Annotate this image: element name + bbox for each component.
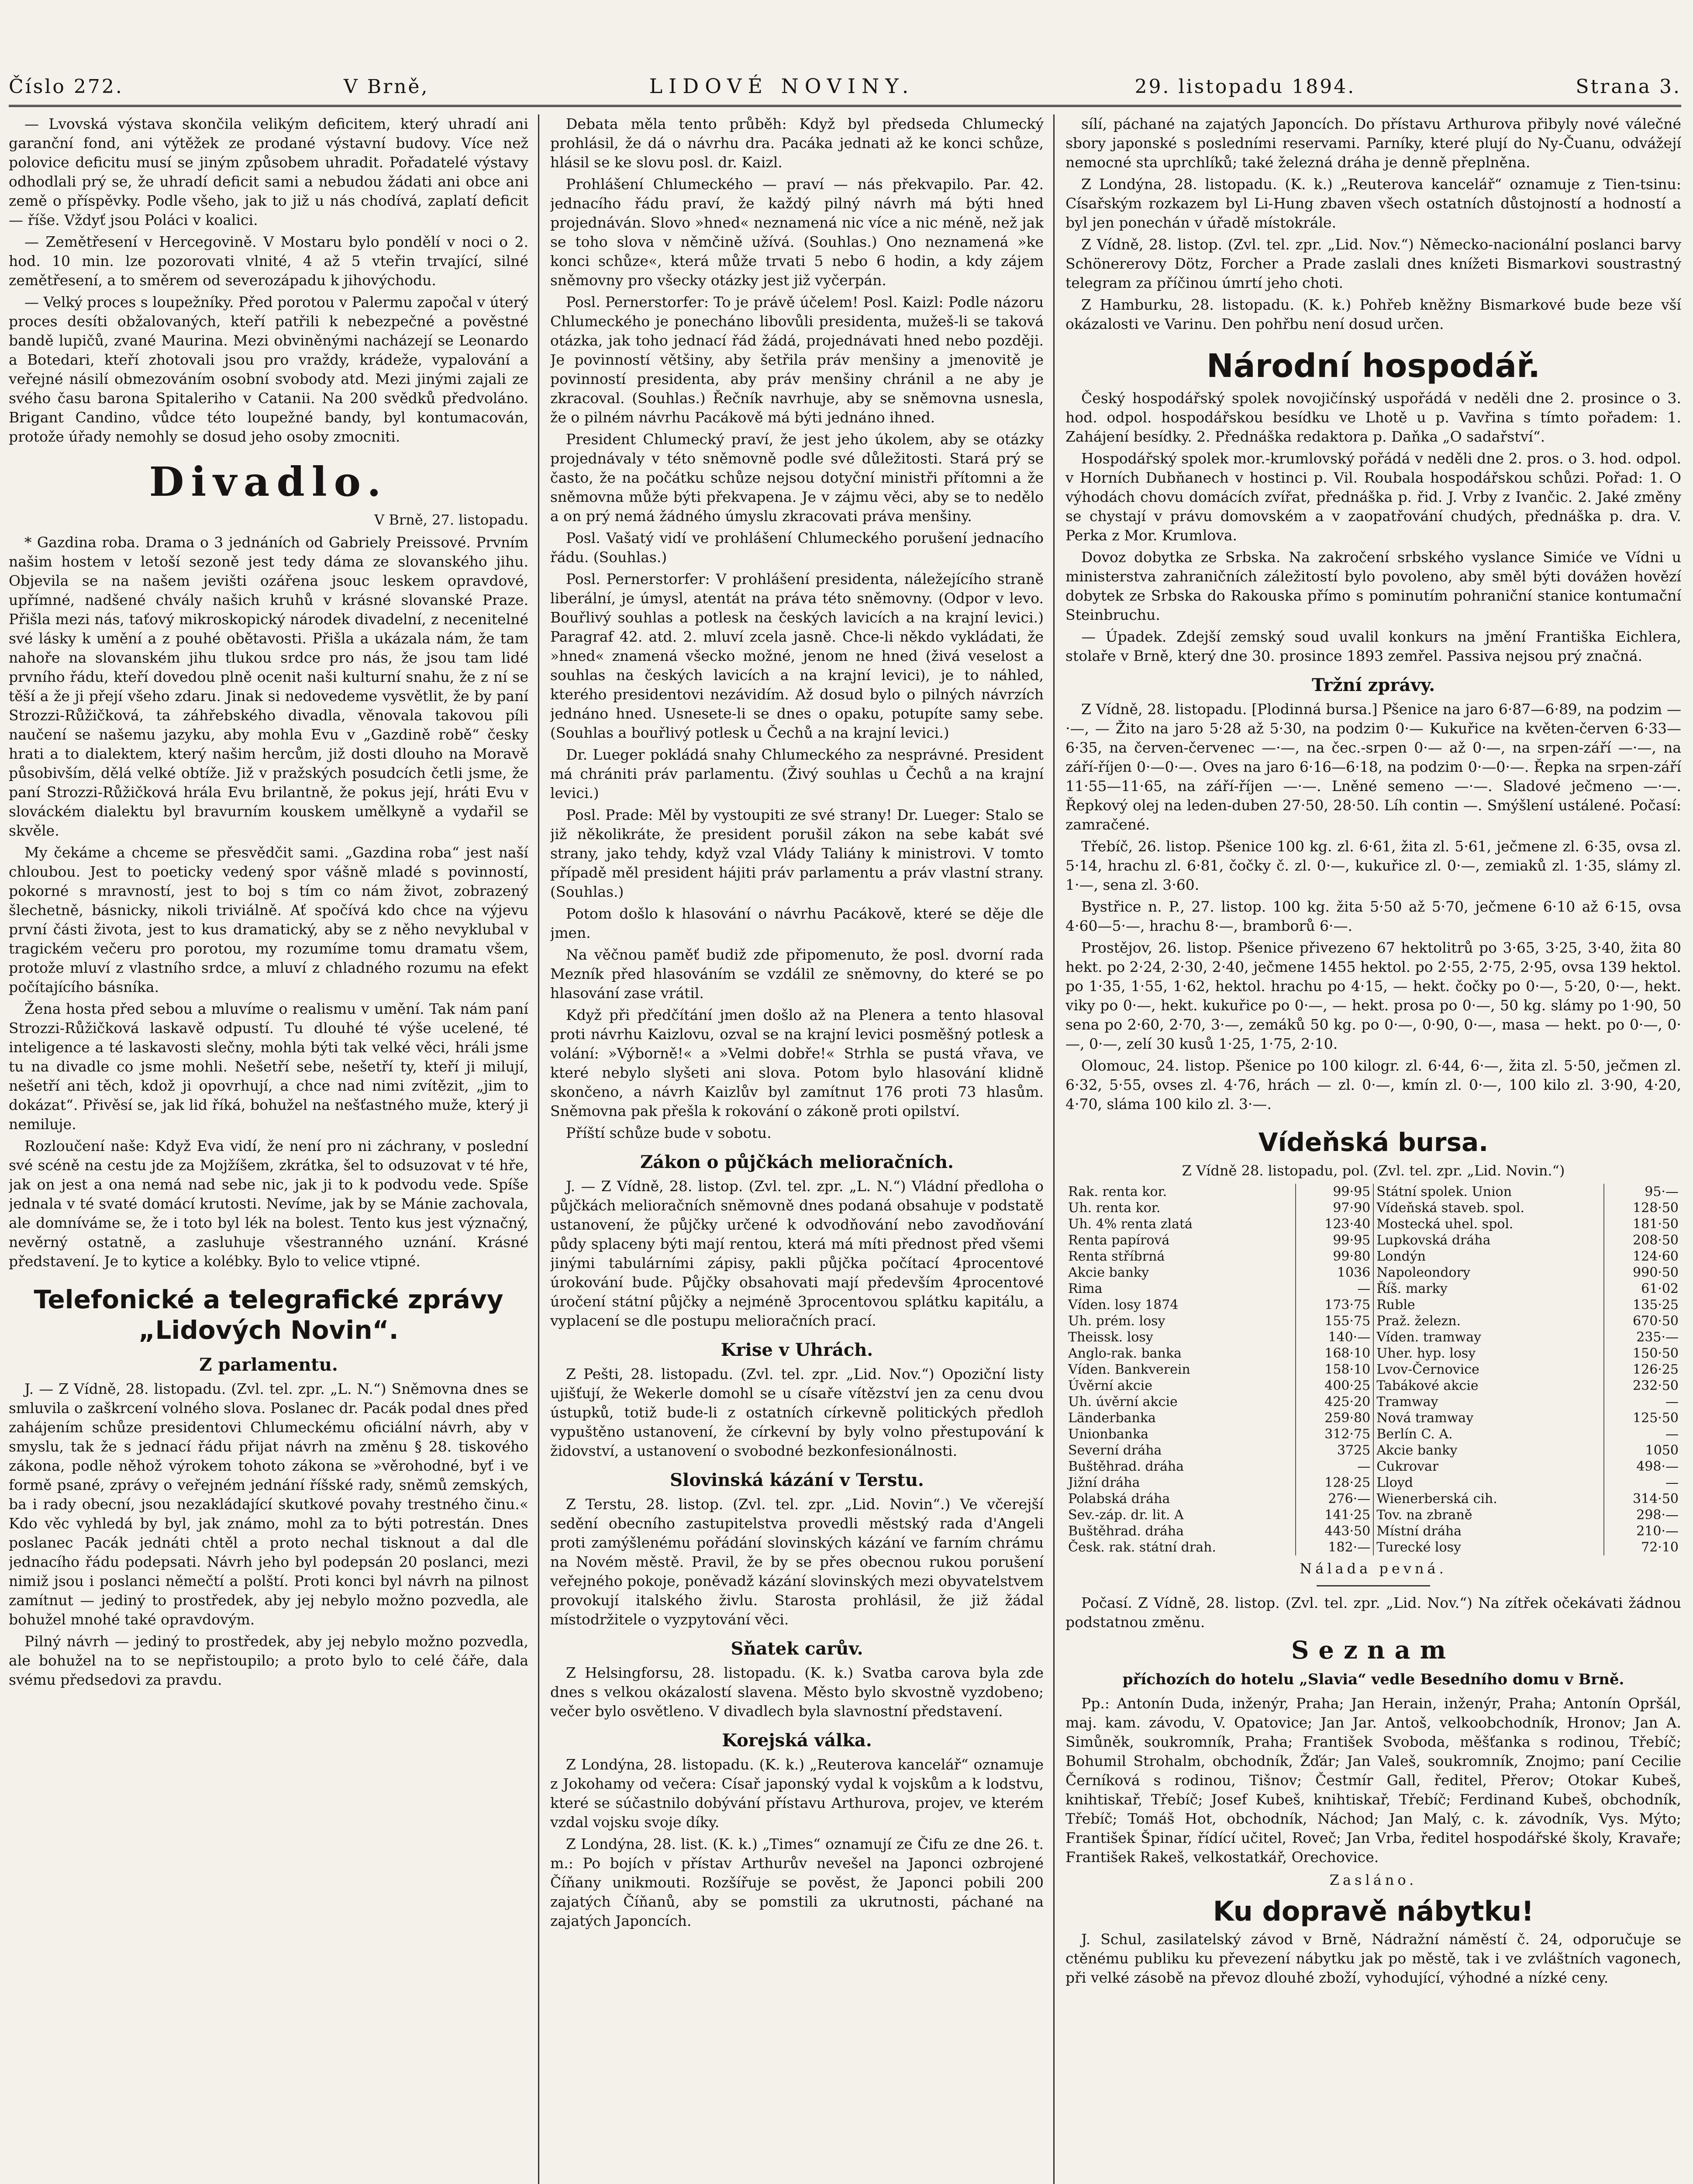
bourse-value: — [1665,1394,1679,1410]
bourse-value: — [1665,1475,1679,1490]
korea-continued: sílí, páchané na zajatých Japoncích. Do přístavu Arthurova přibyly nové válečné sbory japonské s posledními reservami. Parníky, které plují do Ny-Čuanu, odvážejí nemocné sta uprchlíků; také železná dráha je denně přeplněna. [1065,115,1681,171]
market-report: Třebíč, 26. listop. Pšenice 100 kg. zl. 6·61, žita zl. 5·61, ječmene zl. 6·35, ovsa zl. 5·14, hrachu zl. 6·81, čočky č. zl. 0·—, kukuřice zl. 0·—, zemiaků zl. 1·35, slámy zl. 1·—, sena zl. 3·60. [1065,838,1681,893]
bourse-value: 99·95 [1296,1184,1373,1200]
bourse-value: 298·— [1636,1507,1679,1523]
article-lvov: — Lvovská výstava skončila velikým deficitem, který uhradí ani garanční fond, ani výtěžek ze prodané výstavní budovy. Více než polovice deficitu musí se jiným způsobem uhradit. Pořadatelé výstavy odhodlali prý se, že uhradí deficit sami a nebudou žádati ani obce ani země o příspěvky. Podle všeho, jak to již u nás chodívá, zaplatí deficit — říše. Vždyť jsou Poláci v koalici. [9,115,528,228]
table-row [1065,1475,1681,1491]
bourse-label: Česk. rak. státní drah. [1065,1539,1296,1555]
subheading-krise: Krise v Uhrách. [721,1340,873,1360]
table-row [1065,1539,1681,1555]
table-row [1065,1297,1681,1313]
bourse-value: 276·— [1296,1491,1373,1507]
debate-paragraph: Posl. Pernerstorfer: V prohlášení presidenta, náležejícího straně liberální, je úmysl, atentát na práva této sněmovny. (Odpor v levo. Bouřlivý souhlas a potlesk na českých lavicích a na krajní levici.) Paragraf 42. atd. 2. mluví zcela jasně. Chce-li někdo vykládati, že »hned« znamená všecko možné, jenom ne hned (živá veselost a souhlas na českých lavicích a na krajní levici), je to náhled, kterého presidentovi nezávidím. Až dosud bylo o pilných návrzích jednáno hned. Usnesete-li se dnes o opaku, potupíte samy sebe. (Souhlas a bouřlivý potlesk u Čechů a na krajní levici.) [550,570,1044,741]
bourse-value: 210·— [1636,1524,1679,1539]
section-title-economy: Národní hospodář. [1206,347,1541,385]
subheading-wedding: Sňatek carův. [731,1638,863,1659]
section-title-bourse: Vídeňská bursa. [1258,1127,1489,1157]
advertisement-text: J. Schul, zasilatelský závod v Brně, Nádražní náměstí č. 24, odporučuje se ctěnému publiku ku převezení nábytku jak po městě, tak i ve zvláštních vagonech, při velké zásobě na převoz dlouhé zboží, vyhodující, výhodné a nízké ceny. [1065,1931,1681,1986]
bourse-value: 140·— [1296,1329,1373,1345]
bourse-value: 670·50 [1633,1313,1679,1329]
bourse-label: Úvěrní akcie [1065,1378,1296,1394]
bourse-label: Tramway [1373,1394,1604,1410]
telegraph-report: Z Vídně, 28. listop. (Zvl. tel. zpr. „Lid. Nov.“) Německo-nacionální poslanci barvy Schönererovy Dötz, Forcher a Prade zaslali dnes knížeti Bismarkovi soustrastný telegram za příčinou úmrtí jeho choti. [1065,236,1681,291]
telegraph-report: Z Hamburku, 28. listopadu. (K. k.) Pohřeb kněžny Bismarkové bude beze vší okázalosti ve Varinu. Den pohřbu není dosud určen. [1065,296,1681,332]
bourse-label: Länderbanka [1065,1410,1296,1426]
bourse-label: Víden. losy 1874 [1065,1297,1296,1313]
bourse-label: Cukrovar [1373,1458,1604,1475]
bourse-value: 182·— [1296,1539,1373,1555]
bourse-value: 498·— [1636,1459,1679,1474]
bourse-label: Akcie banky [1065,1265,1296,1281]
seznam-subtitle: příchozích do hotelu „Slavia“ vedle Besedního domu v Brně. [1122,1671,1624,1688]
bourse-label: Severní dráha [1065,1442,1296,1458]
bourse-label: Říš. marky [1373,1281,1604,1297]
debate-paragraph: President Chlumecký praví, že jest jeho úkolem, aby se otázky projednávaly v této sněmovně podle své důležitosti. Stará prý se často, že na počátku schůze nejsou dotyční ministři přítomni a že sněmovna může býti překvapena. Je v zájmu věci, aby se to nedělo a on prý nemá žádného úmyslu zkracovati práva menšiny. [550,431,1044,525]
table-row [1065,1184,1681,1200]
section-title-seznam: Seznam [1291,1636,1456,1665]
bourse-label: Theissk. losy [1065,1329,1296,1345]
telegraph-report: J. — Z Vídně, 28. listopadu. (Zvl. tel. zpr. „L. N.“) Sněmovna dnes se smluvila o zaškrcení volného slova. Poslanec dr. Pacák podal dnes před zahájením schůze presidentovi Chlumeckému oficiální návrh, aby v smyslu, tak že s jednací řádu přijat návrh na změnu § 28. tiskového zákona, podle něhož výrokem tohoto zákona se »věrohodné, byť i ve formě psané, zprávy o veřejném jednání říšské rady, sněmů zemských, ba i rady obecní, jsou nezakládající skutkové povahy trestného činu.« Kdo věc vyhledá by byl, jak známo, mohl za to býti potrestán. Dnes poslanec Pacák jednáti chtěl a proto nechal tisknout a dal dle jednacího řádu podepsati. Návrh jeho byl podepsán 20 poslanci, mezi nimiž jsou i poslanci němečtí a polští. Proti konci byl návrh na pilnost zamítnut — jediný to prostředek, aby jej nebylo možno pozvedla, ale bohužel mnohé také opravdovým. [9,1380,528,1628]
column-1 [9,114,528,2184]
debate-paragraph: Když při předčítání jmen došlo až na Plenera a tento hlasoval proti návrhu Kaizlovu, ozval se na krajní levici posměšný potlesk a volání: »Výborně!« a »Velmi dobře!« Strhla se pustá vřava, ve které nebylo slyšeti ani slova. Potom bylo hlasování klidně skončeno, a návrh Kaizlův byl zamítnut 176 proti 73 hlasům. Sněmovna pak přešla k rokování o zákoně proti opilství. [550,1006,1044,1120]
market-report: Bystřice n. P., 27. listop. 100 kg. žita 5·50 až 5·70, ječmene 6·10 až 6·15, ovsa 4·60—5·—, hrachu 8·—, bramborů 6·—. [1065,898,1681,934]
subheading-slovenian: Slovinská kázání v Terstu. [670,1470,924,1490]
bourse-value: 72·10 [1641,1540,1679,1555]
bourse-value: 232·50 [1633,1378,1679,1393]
bourse-value: 123·40 [1296,1216,1373,1232]
table-row [1065,1281,1681,1297]
telegraph-report: Pilný návrh — jediný to prostředek, aby jej nebylo možno pozvedla, ale bohužel na to se nepřistoupilo; a proto bylo to celé čáře, dala svému předsedovi za pravdu. [9,1633,528,1688]
bourse-value: 443·50 [1296,1523,1373,1539]
table-row [1065,1458,1681,1475]
bourse-value: 168·10 [1296,1345,1373,1362]
market-report: Z Vídně, 28. listopadu. [Plodinná bursa.] Pšenice na jaro 6·87—6·89, na podzim —·—, — Žito na jaro 5·28 až 5·30, na podzim 0·— Kukuřice na květen-červen 6·33—6·35, na červen-červenec —·—, na čec.-srpen 0·— až 0·—, na srpen-září —·—, na září-říjen 0·—0·—. Oves na jaro 6·16—6·18, na podzim 0·—0·—. Řepka na srpen-září 11·55—11·65, na září-říjen —·—. Lněné semeno —·—. Sladové ječmeno —·—. Řepkový olej na leden-duben 27·50, 28·50. Líh contin —. Smýšlení ustálené. Počasí: zamračené. [1065,701,1681,833]
bourse-value: 314·50 [1633,1491,1679,1507]
bourse-label: Buštěhrad. dráha [1065,1458,1296,1475]
bourse-value: 150·50 [1633,1346,1679,1361]
table-row [1065,1410,1681,1426]
bourse-value: 425·20 [1296,1394,1373,1410]
bourse-value: 1036 [1296,1265,1373,1281]
economy-item: Dovoz dobytka ze Srbska. Na zakročení srbského vyslance Simiće ve Vídni u ministerstva zahraničních záležitostí bylo povoleno, aby směl býti dovážen hovězí dobytek ze Srbska do Rakouska přímo s pominutím pohraniční stanice kontumační Steinbruchu. [1065,549,1681,623]
table-row [1065,1442,1681,1458]
bourse-value: 158·10 [1296,1362,1373,1378]
bourse-label: Rima [1065,1281,1296,1297]
column-rule [538,114,539,2184]
bourse-label: Sev.-záp. dr. lit. A [1065,1507,1296,1523]
bourse-label: Vídeňská staveb. spol. [1373,1200,1604,1216]
bourse-label: Uh. úvěrní akcie [1065,1394,1296,1410]
bourse-value: 135·25 [1633,1297,1679,1313]
debate-paragraph: Posl. Pernerstorfer: To je právě účelem! Posl. Kaizl: Podle názoru Chlumeckého je ponecháno libovůli presidenta, mužeš-li se taková otázka, jak toho jednací řád žádá, projednávati hned nebo později. Je povinností většiny, aby šetřila práv menšiny a jmenovitě je povinností presidenta, aby práv menšiny chránil a ne aby je zkracoval. (Souhlas.) Řečník navrhuje, aby se sněmovna usnesla, že o pilném návrhu Pacákově má býti jednáno ihned. [550,294,1044,426]
bourse-note: Nálada pevná. [1300,1560,1447,1577]
theatre-review: Žena hosta před sebou a mluvíme o realismu v umění. Tak nám paní Strozzi-Růžičková laskavě odpustí. Tu dlouhé té výše ucelené, té inteligence a té laskavosti slečny, mohla býti tak velké věci, hráli jsme tu na divadle co jsme mohli. Nešetří sebe, nešetří ty, kteří ji milují, nešetří ani těch, kdož ji opovrhují, a chce nad nimi zvítězit, „jim to dokázat“. Přivěsí se, jak lid říká, bohužel na nešťastného muže, který ji nemiluje. [9,1000,528,1133]
issue-date: 29. listopadu 1894. [1134,76,1356,98]
bourse-value: 97·90 [1296,1200,1373,1216]
guest-list: Pp.: Antonín Duda, inženýr, Praha; Jan Herain, inženýr, Praha; Antonín Opršál, maj. kam. závodu, V. Opatovice; Jan Jar. Antoš, velkoobchodník, Hronov; Jan A. Simůněk, soukromník, Praha; František Svoboda, měšťanka s rodinou, Třebíč; Bohumil Strohalm, obchodník, Žďár; Jan Valeš, soukromník, Znojmo; paní Cecilie Černíková s rodinou, Tišnov; Čestmír Gall, ředitel, Přerov; Otokar Kubeš, knihtiskař, Třebíč; Josef Kubeš, knihtiskař, Třebíč; Ferdinand Kubeš, obchodník, Třebíč; Tomáš Hot, obchodník, Náchod; Jan Malý, c. k. závodník, Vys. Mýto; František Špinar, řídící učitel, Roveč; Jan Vrba, ředitel hospodářské školy, Kravaře; František Rakeš, velkostatkář, Orechovice. [1065,1695,1681,1866]
subheading-melioration: Zákon o půjčkách melioračních. [640,1152,954,1172]
bourse-value: 141·25 [1296,1507,1373,1523]
bourse-label: Lloyd [1373,1475,1604,1491]
bourse-label: Státní spolek. Union [1373,1184,1604,1200]
bourse-dateline: Z Vídně 28. listopadu, pol. (Zvl. tel. zpr. „Lid. Novin.“) [1182,1162,1565,1179]
bourse-table [1065,1184,1681,1555]
subheading-markets: Tržní zprávy. [1311,675,1435,695]
bourse-label: Renta stříbrná [1065,1248,1296,1265]
bourse-value: 155·75 [1296,1313,1373,1329]
bourse-value: — [1665,1427,1679,1442]
bourse-label: Rak. renta kor. [1065,1184,1296,1200]
table-row [1065,1426,1681,1442]
bourse-value: 128·25 [1296,1475,1373,1491]
column-rule [1053,114,1055,2184]
bourse-value: 99·95 [1296,1232,1373,1248]
theatre-review: Rozloučení naše: Když Eva vidí, že není pro ni záchrany, v poslední své scéně na cestu jde za Mojžíšem, zkrátka, šel to odsuzovat v té hře, jak on jest a ona nemá nad sebe nic, jak ji to k podvodu vede. Spíše jednala v té svaté domácí krutosti. Nevíme, jak by se Mánie zachovala, ale domníváme se, že i toto byl lék na bolest. Tento kus jest význačný, nevěrný ostatně, a zasluhuje všestranného uznání. Krásné představení. Je to kytice a kolébky. Bylo to velice vtipné. [9,1137,528,1270]
table-row [1065,1313,1681,1329]
table-row [1065,1507,1681,1523]
bourse-value: 990·50 [1633,1265,1679,1280]
bourse-value: 95·— [1645,1184,1679,1199]
bourse-value: 125·50 [1633,1410,1679,1426]
section-title-divadlo: Divadlo. [149,458,388,505]
theatre-review: My čekáme a chceme se přesvědčit sami. „Gazdina roba“ jest naší chloubou. Jest to poeticky vedený spor vášně mladé s povinností, pokorné s mravností, jest to boj s tím co nám život, zobrazený šlechetně, básnicky, nikoli triviálně. Ať spočívá kdo chce na výjevu první části života, jest to kus dramatický, aby se z něho nevyklubal v tragickém večeru pro porotou, my rozumíme tomu dramatu všem, protože mluví z vlastního srdce, a mluví z chladného rozumu na efekt počítajícího básníka. [9,844,528,995]
table-row [1065,1200,1681,1216]
bourse-label: Akcie banky [1373,1442,1604,1458]
debate-paragraph: Potom došlo k hlasování o návrhu Pacákově, které se děje dle jmen. [550,905,1044,941]
bourse-label: Uh. 4% renta zlatá [1065,1216,1296,1232]
bourse-value: 1050 [1645,1443,1679,1458]
issue-number: Číslo 272. [9,76,124,98]
debate-paragraph: Dr. Lueger pokládá snahy Chlumeckého za nesprávné. President má chrániti práv parlamentu. (Živý souhlas u Čechů a na krajní levici.) [550,746,1044,802]
bourse-value: 61·02 [1641,1281,1679,1296]
bourse-label: Tov. na zbraně [1373,1507,1604,1523]
page-number: Strana 3. [1576,76,1681,98]
bourse-label: Lupkovská dráha [1373,1232,1604,1248]
debate-paragraph: Příští schůze bude v sobotu. [566,1124,772,1141]
bourse-label: Praž. železn. [1373,1313,1604,1329]
debate-paragraph: Na věčnou paměť budiž zde připomenuto, že posl. dvorní rada Mezník před hlasováním se vzdálil ze sněmovny, do které se po hlasování zase vrátil. [550,946,1044,1002]
debate-paragraph: Posl. Prade: Měl by vystoupiti ze své strany! Dr. Lueger: Stalo se již několikráte, že president porušil zákon na sebe kabát své strany, jako tehdy, když vzal Vlády Taliány k ministrovi. V tomto případě měl president hájiti práv parlamentu a práv vlastní strany. (Souhlas.) [550,806,1044,900]
bourse-label: Uh. renta kor. [1065,1200,1296,1216]
melioration-report: J. — Z Vídně, 28. listop. (Zvl. tel. zpr. „L. N.“) Vládní předloha o půjčkách melioračních sněmovně dnes podaná obsahuje v podstatě ustanovení, že půjčky určené k odvodňování nebo zavodňování půdy splaceny býti mají rentou, která má míti přednost před všemi jinými tabulárními zápisy, pakli půjčka počítací 4procentové úrokování bude. Půjčky obsahovati mají především 4procentové úročení státní půjčky a nejméně 3procentovou splátku kapitálu, a vyplacení se dle postupu melioračních prací. [550,1178,1044,1329]
bourse-value: 99·80 [1296,1248,1373,1265]
bourse-label: Londýn [1373,1248,1604,1265]
bourse-value: 181·50 [1633,1216,1679,1232]
bourse-label: Tabákové akcie [1373,1378,1604,1394]
theatre-review: * Gazdina roba. Drama o 3 jednáních od Gabriely Preissové. Prvním našim hostem v letoší sezoně jest tedy dáma ze slovanského jihu. Objevila se na našem jevišti ozářena jsouc leskem opravdové, upřímné, nadšené chvály našich kruhů v krásné slovanské Praze. Přišla mezi nás, taťový mikroskopický národek divadelní, z necenitelné své lásky k umění a z pouhé obětavosti. Přišla a ukázala nám, že tam nahoře na slovanském jihu tlukou srdce pro nás, že jsou tam lidé prvního řádu, kteří dovedou plně ocenit naši kulturní snahu, že z ní se těší a že ji přejí všeho zdaru. Jinak si nedovedeme vysvětlit, že by paní Strozzi-Růžičková, ta záhřebského divadla, věnovala takovou píli naučení se našemu jazyku, aby mohla Evu v „Gazdině robě“ česky hrati a to dialektem, který našim hercům, již dosti dlouho na Moravě působivším, dělá velké obtíže. Již v pražských posudcích četli jsme, že paní Strozzi-Růžičková hrála Evu brilantně, že pokus její, hráti Evu v slováckém dialektu byl bravurním kouskem umělkyně a vydařil se skvěle. [9,534,528,839]
korea-report: Z Londýna, 28. list. (K. k.) „Times“ oznamují ze Čifu ze dne 26. t. m.: Po bojích v přístav Arthurův nevešel na Japonci ozbrojené Číňany unikmouti. Rozšířuje se pověst, že Japonci pobili 200 zajatých Číňanů, aby se pomstili za ukrutnosti, páchané na zajatých Japoncích. [550,1835,1044,1929]
advertisement-title: Ku dopravě nábytku! [1213,1895,1534,1927]
table-row [1065,1378,1681,1394]
bourse-label: Uh. prém. losy [1065,1313,1296,1329]
zasl-label: Zasláno. [1329,1872,1417,1888]
bourse-label: Nová tramway [1373,1410,1604,1426]
telegraph-report: Z Londýna, 28. listopadu. (K. k.) „Reuterova kancelář“ oznamuje z Tien-tsinu: Císařským rozkazem byl Li-Hung zbaven všech ostatních důstojností a hodností a byl jen ponechán v úřadě místokrále. [1065,176,1681,231]
bourse-value: 208·50 [1633,1233,1679,1248]
table-row [1065,1362,1681,1378]
separator [1317,1585,1430,1586]
section-title-telegraphs: Telefonické a telegrafické zprávy „Lidových Novin“. [34,1285,503,1345]
bourse-label: Ruble [1373,1297,1604,1313]
table-row [1065,1491,1681,1507]
table-row [1065,1248,1681,1265]
bourse-label: Turecké losy [1373,1539,1604,1555]
debate-paragraph: Debata měla tento průběh: Když byl předseda Chlumecký prohlásil, že dá o návrhu dra. Pacáka jednati až ke konci schůze, hlásil se ke slovu posl. dr. Kaizl. [550,115,1044,171]
bourse-value: 128·50 [1633,1200,1679,1216]
bourse-label: Polabská dráha [1065,1491,1296,1507]
city: V Brně, [343,76,429,98]
bourse-label: Mostecká uhel. spol. [1373,1216,1604,1232]
article-hercegovina: — Zemětřesení v Hercegovině. V Mostaru bylo pondělí v noci o 2. hod. 10 min. lze pozorovati vlnité, 4 až 5 vteřin trvající, silné zemětřesení, a to směrem od severozápadu k jihovýchodu. [9,233,528,289]
bourse-label: Anglo-rak. banka [1065,1345,1296,1362]
wedding-report: Z Helsingforsu, 28. listopadu. (K. k.) Svatba carova byla zde dnes s velkou okázalostí slavena. Město bylo skvostně vyzdobeno; večer bylo osvětleno. V divadlech byla slavnostní představení. [550,1664,1044,1720]
bourse-value: 235·— [1636,1330,1679,1345]
economy-item: Český hospodářský spolek novojičínský uspořádá v neděli dne 2. prosince o 3. hod. odpol. hospodářskou besídku ve Lhotě u p. Vavřina s tímto pořadem: 1. Zahájení besídky. 2. Přednáška redaktora p. Daňka „O sadařství“. [1065,390,1681,445]
dateline: V Brně, 27. listopadu. [374,511,528,528]
economy-item: — Úpadek. Zdejší zemský soud uvalil konkurs na jmění Františka Eichlera, stolaře v Brně, který dne 30. prosince 1893 zemřel. Passiva nejsou prý značná. [1065,628,1681,664]
table-row [1065,1232,1681,1248]
bourse-value: 400·25 [1296,1378,1373,1394]
bourse-label: Víden. tramway [1373,1329,1604,1345]
bourse-label: Unionbanka [1065,1426,1296,1442]
debate-paragraph: Prohlášení Chlumeckého — praví — nás překvapilo. Par. 42. jednacího řádu praví, že každý pilný návrh má býti hned projednáván. Slovo »hned« neznamená nic více a nic méně, než jak se toho slova v němčině užívá. (Souhlas.) Ono neznamená »ke konci schůze«, která může trvati 5 nebo 6 hodin, a kdy zájem sněmovny pro všecky otázky jest již vyčerpán. [550,176,1044,289]
bourse-value: 312·75 [1296,1426,1373,1442]
bourse-label: Berlín C. A. [1373,1426,1604,1442]
subheading-parliament: Z parlamentu. [199,1355,338,1375]
table-row [1065,1265,1681,1281]
market-report: Prostějov, 26. listop. Pšenice přivezeno 67 hektolitrů po 3·65, 3·25, 3·40, žita 80 hekt. po 2·24, 2·30, 2·40, ječmene 1455 hektol. po 2·55, 2·75, 2·95, ovsa 139 hektol. po 1·35, 1·55, 1·62, hektol. hrachu po 4·15, — hekt. čočky po 0·—, 5·20, 0·—, hekt. viky po 0·—, hekt. kukuřice po 0·—, — hekt. prosa po 0·—, 50 kg. slámy po 1·90, 50 sena po 2·60, 2·70, 3·—, zemáků 50 kg. po 0·—, 0·90, 0·—, masa — hekt. po 0·—, 0·—, 0·—, zelí 30 kusů 1·25, 1·75, 2·10. [1065,939,1681,1052]
bourse-label: Jižní dráha [1065,1475,1296,1491]
economy-item: Hospodářský spolek mor.-krumlovský pořádá v neděli dne 2. pros. o 3. hod. odpol. v Horních Dubňanech v hostinci p. Vil. Roubala hospodářskou schůzi. Pořad: 1. O výhodách chovu domácích zvířat, přednáška p. řid. J. Vrby z Ivančic. 2. Jaké změny se chystají v právu domovském a v zaopatřování chudých, přednáška p. dra. V. Perka z Mor. Krumlova. [1065,450,1681,544]
bourse-value: — [1296,1458,1373,1475]
bourse-label: Wienerberská cih. [1373,1491,1604,1507]
paper-title: LIDOVÉ NOVINY. [649,74,915,98]
masthead [9,74,1681,107]
bourse-label: Buštěhrad. dráha [1065,1523,1296,1539]
bourse-label: Víden. Bankverein [1065,1362,1296,1378]
article-palermo: — Velký proces s loupežníky. Před porotou v Palermu započal v úterý proces desíti obžalovaných, kteří patřili k nebezpečné a pověstné bandě lupičů, zvané Maurina. Mezi obviněnými nacházejí se Leonardo a Botedari, kteří zhotovali jsou pro vraždy, krádeže, vypalování a veřejné násilí obmezováním osobní svobody atd. Mezi jinými zajali ze svého času barona Spitaleriho v Catanii. Na 200 svědků předvoláno. Brigant Candino, vůdce této loupežné bandy, byl kontumacován, protože úřady nemohly se dosud jeho osoby zmocniti. [9,294,528,445]
bourse-value: — [1296,1281,1373,1297]
bourse-value: 124·60 [1633,1249,1679,1264]
table-row [1065,1345,1681,1362]
table-row [1065,1216,1681,1232]
debate-paragraph: Posl. Vašatý vidí ve prohlášení Chlumeckého porušení jednacího řádu. (Souhlas.) [550,529,1044,566]
bourse-label: Renta papírová [1065,1232,1296,1248]
table-row [1065,1329,1681,1345]
column-2 [550,114,1044,2184]
column-3 [1065,114,1681,2184]
krise-report: Z Pešti, 28. listopadu. (Zvl. tel. zpr. „Lid. Nov.“) Opoziční listy ujišťují, že Wekerle domohl se u císaře vítězství jen za cenu dvou ústupků, totiž bude-li z ostatních církevně politických předloh vypuštěno ustanovení, že církevní by byly volno přestupování k židovství, a ustanovení o svobodné bezkonfesionálnosti. [550,1365,1044,1459]
slovenian-report: Z Terstu, 28. listop. (Zvl. tel. zpr. „Lid. Novin“.) Ve včerejší sedění obecního zastupitelstva provedli městský rada d'Angeli proti zamýšlenému pořádání slovinských kázání ve farním chrámu na Novém městě. Pravil, že by se přes obecnou rukou porušení veřejného pokoje, poněvadž kázání slovinských mezi obyvatelstvem provokují italského živlu. Starosta prohlásil, že již žádal místodržitele o vyzpytování věci. [550,1496,1044,1628]
bourse-value: 259·80 [1296,1410,1373,1426]
korea-report: Z Londýna, 28. listopadu. (K. k.) „Reuterova kancelář“ oznamuje z Jokohamy od večera: Císař japonský vydal k vojskům a k lodstvu, které se súčastnilo dobývání přístavu Arthurova, projev, ve kterém vzdal vojsku svoje díky. [550,1756,1044,1831]
bourse-value: 173·75 [1296,1297,1373,1313]
bourse-value: 3725 [1296,1442,1373,1458]
weather-report: Počasí. Z Vídně, 28. listop. (Zvl. tel. zpr. „Lid. Nov.“) Na zítřek očekávati žádnou podstatnou změnu. [1065,1594,1681,1631]
bourse-label: Lvov-Černovice [1373,1362,1604,1378]
market-report: Olomouc, 24. listop. Pšenice po 100 kilogr. zl. 6·44, 6·—, žita zl. 5·50, ječmen zl. 6·32, 5·55, ovses zl. 4·76, hrách — zl. 0·—, kmín zl. 0·—, 100 kilo zl. 3·90, 4·20, 4·70, sláma 100 kilo zl. 3·—. [1065,1057,1681,1113]
bourse-value: 126·25 [1633,1362,1679,1377]
subheading-korea: Korejská válka. [722,1730,872,1751]
bourse-label: Uher. hyp. losy [1373,1345,1604,1362]
bourse-label: Místní dráha [1373,1523,1604,1539]
table-row [1065,1394,1681,1410]
table-row [1065,1523,1681,1539]
bourse-label: Napoleondory [1373,1265,1604,1281]
